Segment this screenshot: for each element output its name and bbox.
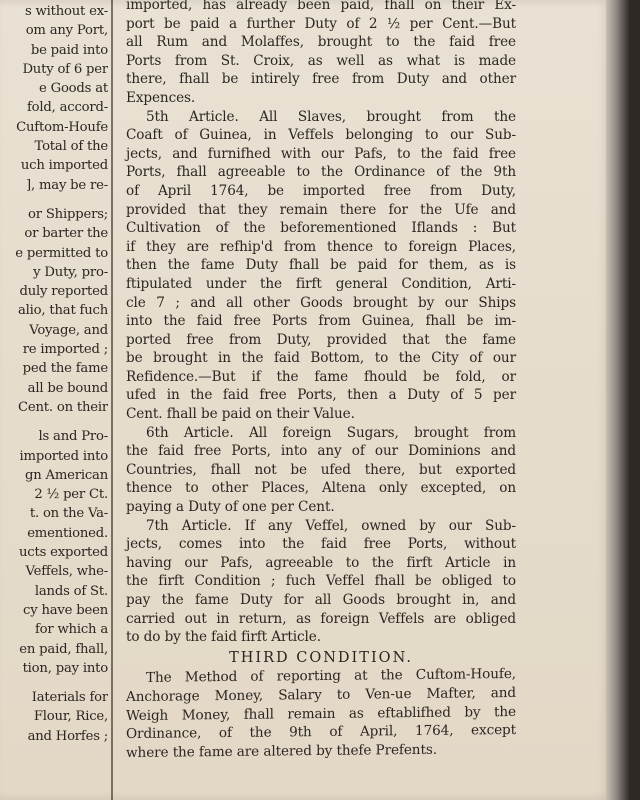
right-column-line: Ports from St. Croix, as well as what is made [126,52,516,69]
right-column-line: The Method of reporting at the Cuftom-Houfe, [146,666,516,687]
left-column-line: ls and Pro- [38,429,108,445]
right-column-line: 6th Article. All foreign Sugars, brought from [146,424,516,441]
right-column-line: jects, comes into the faid free Ports, without [126,536,516,553]
left-column-line: uch imported [20,158,108,174]
right-column-line: ported free from Duty, provided that the fame [126,331,516,348]
right-column-line: provided that they remain there for the Ufe and [126,201,516,218]
right-column-line: all Rum and Molaffes, brought to the faid free [126,34,516,51]
right-column-line: the firft Condition ; fuch Veffel fhall be obliged to [126,573,516,590]
left-column-line: Iaterials for [31,690,108,706]
left-column-line: cy have been [23,602,108,618]
right-column-line: Ordinance, of the 9th of April, 1764, except [126,722,516,743]
right-column-line: carried out in return, as foreign Veffels are obliged [126,610,516,627]
left-column-line: Duty of 6 per [22,61,108,77]
page-edge-shadow [606,0,640,800]
right-column-line: imported, has already been paid, fhall on their Ex- [126,0,516,13]
right-column-line: there, fhall be intirely free from Duty and other [126,71,516,88]
left-column-line: fold, accord- [26,100,108,116]
right-column-line: cle 7 ; and all other Goods brought by our Ships [126,294,516,311]
left-column-line: all be bound [27,380,108,396]
column-divider [111,0,113,800]
left-column-line: e permitted to [15,245,108,261]
left-column-line [0,678,108,688]
left-column-line: imported into [19,448,108,464]
left-column-line: om any Port, [25,23,108,39]
right-column-line: Cent. fhall be paid on their Value. [126,406,355,423]
right-column-line: of April 1764, be imported free from Duty, [126,182,516,199]
left-column-line: ped the fame [22,361,108,377]
right-column-line: ftipulated under the firft general Condition, Arti- [126,275,516,292]
left-column-line: ], may be re- [26,177,108,193]
left-column-line: s without ex- [24,4,108,19]
left-column-line: ementioned. [27,525,108,541]
left-column-line: be paid into [30,42,108,58]
right-column-line: Weigh Money, fhall remain as eftablifhed by the [126,703,516,724]
right-column-line: Expences. [126,89,196,106]
right-column-line: paying a Duty of one per Cent. [126,499,335,516]
left-column-line: Flour, Rice, [33,709,108,725]
left-column [0,2,108,746]
left-column-line: re imported ; [22,342,108,358]
left-column-line: lands of St. [34,583,108,599]
right-column-line: where the fame are altered by thefe Prefents. [126,741,437,761]
right-column-line: into the faid free Ports from Guinea, fhall be im- [126,313,516,330]
left-column-line: Voyage, and [29,322,108,338]
left-column-line: Veffels, whe- [25,564,108,580]
left-column-line: alio, that fuch [17,303,108,319]
left-column-line: y Duty, pro- [33,264,108,280]
left-column-line: Cent. on their [17,399,108,415]
left-column-line: en paid, fhall, [19,641,108,657]
right-column-line: 5th Article. All Slaves, brought from the [146,108,516,125]
right-column-line: the faid free Ports, into any of our Dominions and [126,443,516,460]
right-column-line: to do by the faid firft Article. [126,629,321,646]
left-column-line: e Goods at [39,81,108,97]
right-column-line: 7th Article. If any Veffel, owned by our Sub- [146,517,516,534]
left-column-line: or barter the [24,226,108,242]
right-column-line: Cultivation of the beforementioned Iflands : But [126,220,516,237]
right-column-line: then the fame Duty fhall be paid for them, as is [126,257,516,274]
right-column-line: jects, and furnifhed with our Pafs, to the faid free [126,145,516,162]
left-column-line: Cuftom-Houfe [16,119,108,135]
left-column-line: ucts exported [18,545,108,561]
left-column-line: or Shippers; [28,206,108,222]
left-column-line: gn American [24,467,108,483]
right-column-line: ufed in the faid free Ports, then a Duty of 5 per [126,387,516,404]
right-column-line: Ports, fhall agreeable to the Ordinance of the 9th [126,164,516,181]
right-column-line: Refidence.—But if the fame fhould be fold, or [126,368,516,385]
right-column-line: Anchorage Money, Salary to Ven-ue Mafter, and [126,684,516,706]
right-column-line: thence to other Places, Altena only excepted, on [126,480,516,497]
left-column-line: tion, pay into [22,660,108,676]
left-column-line: and Horfes ; [27,728,108,744]
right-column-line: Countries, fhall not be ufed there, but exported [126,461,516,478]
left-column-line [0,417,108,427]
left-column-line: Total of the [34,139,108,155]
left-column-line [0,195,108,205]
left-column-line: duly reported [19,284,108,300]
right-column-line: having our Pafs, agreeable to the firft Article in [126,554,516,571]
right-column [126,0,516,760]
right-column-line: if they are refhip'd from thence to foreign Places, [126,238,516,255]
right-column-line: be brought in the faid Bottom, to the City of our [126,350,516,367]
right-column-line: port be paid a further Duty of 2 ½ per Cent.—But [126,15,516,32]
right-column-line: pay the fame Duty for all Goods brought in, and [126,592,516,608]
right-column-line: Coaft of Guinea, in Veffels belonging to our Sub- [126,127,516,144]
section-heading: THIRD CONDITION. [229,649,413,666]
left-column-line: for which a [34,622,108,638]
left-column-line: 2 ½ per Ct. [34,487,108,503]
left-column-line: t. on the Va- [29,506,108,522]
